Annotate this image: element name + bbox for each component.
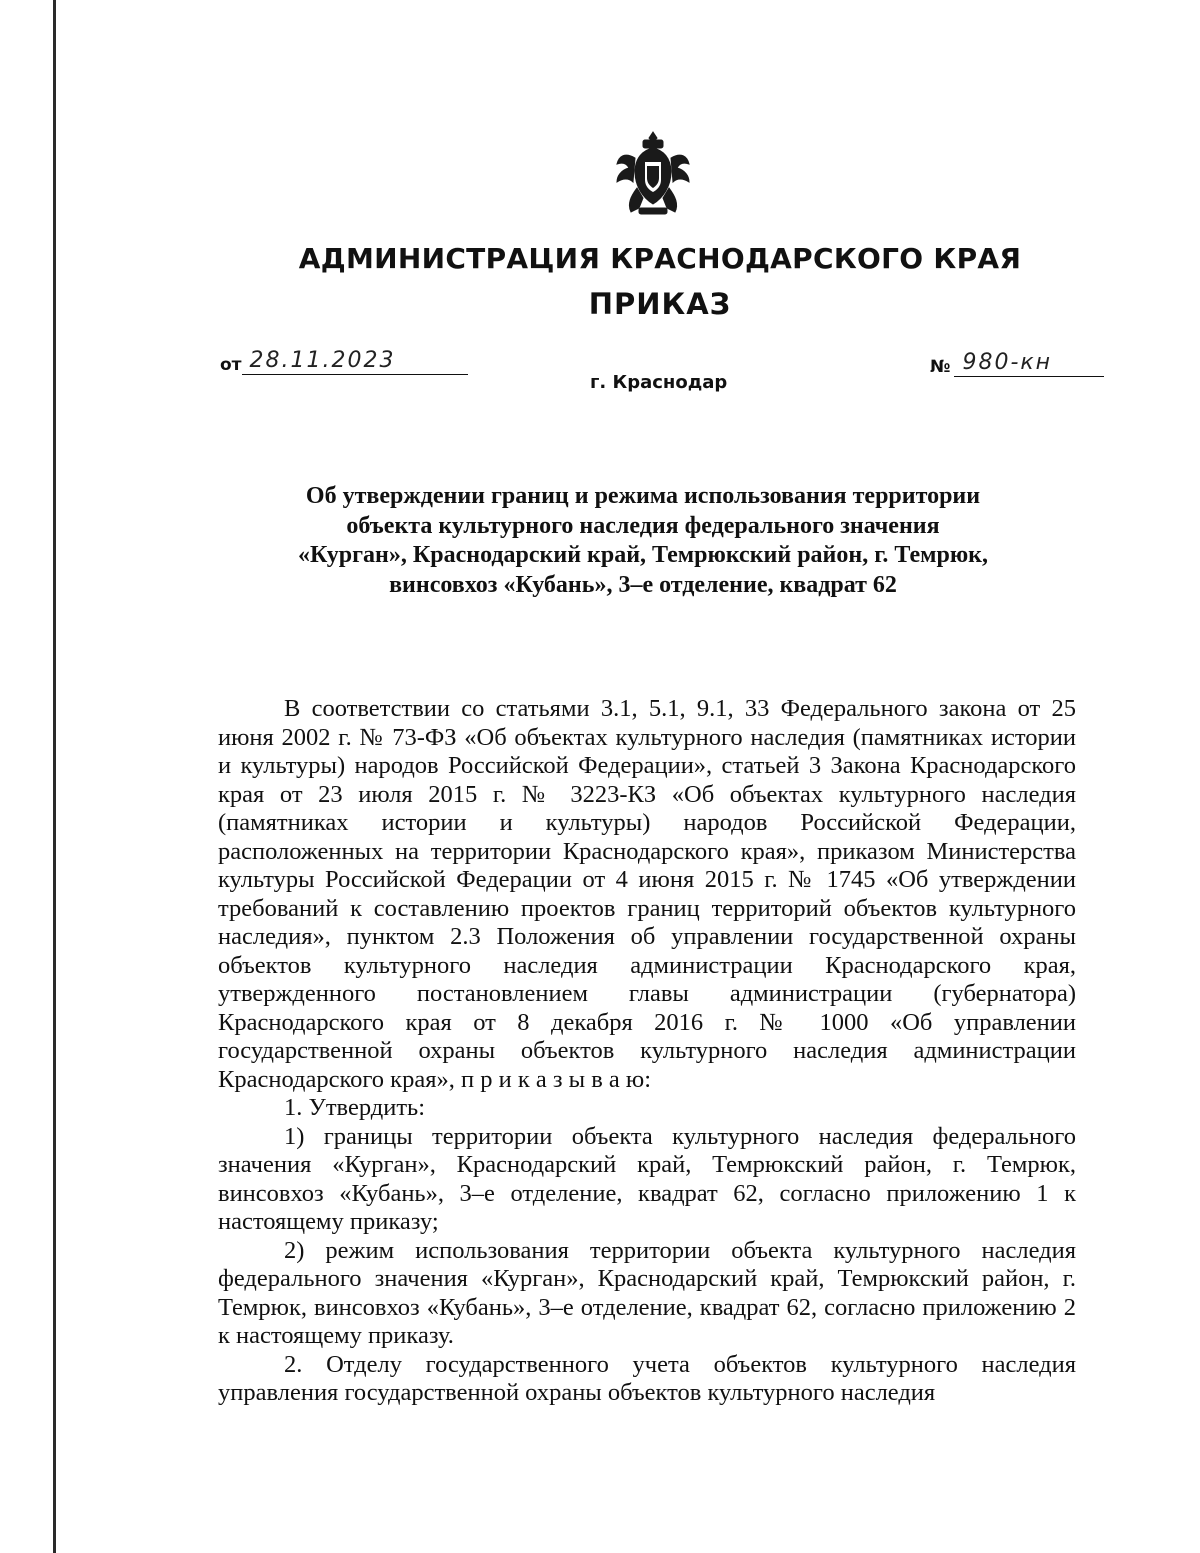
subject-line: винсовхоз «Кубань», 3–е отделение, квадрат 62 [389,571,897,598]
date-prefix: от [220,355,242,375]
subject-line: «Курган», Краснодарский край, Темрюкский район, г. Темрюк, [298,542,988,568]
document-body [218,695,1076,1408]
subject-line: объекта культурного наследия федерального значения [346,512,940,539]
body-paragraph-subitem-2: 2) режим использования территории объекта культурного наследия федерального значения «Курган», Краснодарский край, Темрюкский район, г. Темрюк, винсовхоз «Кубань», 3–е отделение, квадрат 62, согласно приложению 2 к настоящему приказу. [218,1236,1076,1349]
body-paragraph-item-2: 2. Отделу государственного учета объектов культурного наследия управления государственной охраны объектов культурного наследия [218,1350,1076,1406]
number-prefix: № [930,357,951,377]
organization-title: АДМИНИСТРАЦИЯ КРАСНОДАРСКОГО КРАЯ [298,242,1022,275]
body-paragraph-subitem-1: 1) границы территории объекта культурного наследия федерального значения «Курган», Краснодарский край, Темрюкский район, г. Темрюк, винсовхоз «Кубань», 3–е отделение, квадрат 62, согласно приложению 1 к настоящему приказу; [218,1122,1076,1235]
number-value: 980-кн [954,350,1104,377]
city-label: г. Краснодар [590,372,728,393]
number-row [930,350,1104,377]
subject-heading [200,482,1086,600]
document-type: ПРИКАЗ [588,287,732,321]
body-paragraph-item-1: 1. Утвердить: [284,1094,426,1121]
date-value: 28.11.2023 [242,348,468,375]
coat-of-arms-icon [613,128,693,218]
scan-border-line [53,0,56,1553]
body-paragraph-preamble: В соответствии со статьями 3.1, 5.1, 9.1, 33 Федерального закона от 25 июня 2002 г. № 73-ФЗ «Об объектах культурного наследия (памятниках истории и культуры) народов Российской Федерации», статьей 3 Закона Краснодарского края от 23 июля 2015 г. № 3223-КЗ «Об объектах культурного наследия (памятниках истории и культуры) народов Российской Федерации, расположенных на территории Краснодарского края», приказом Министерства культуры Российской Федерации от 4 июня 2015 г. № 1745 «Об утверждении требований к составлению проектов границ территорий объектов культурного наследия», пунктом 2.3 Положения об управлении государственной охраны объектов культурного наследия администрации Краснодарского края, утвержденного постановлением главы администрации (губернатора) Краснодарского края от 8 декабря 2016 г. № 1000 «Об управлении государственной охраны объектов культурного наследия администрации Краснодарского края», п р и к а з ы в а ю: [218,695,1076,1093]
date-row [220,348,468,375]
subject-line: Об утверждении границ и режима использования территории [305,483,981,509]
